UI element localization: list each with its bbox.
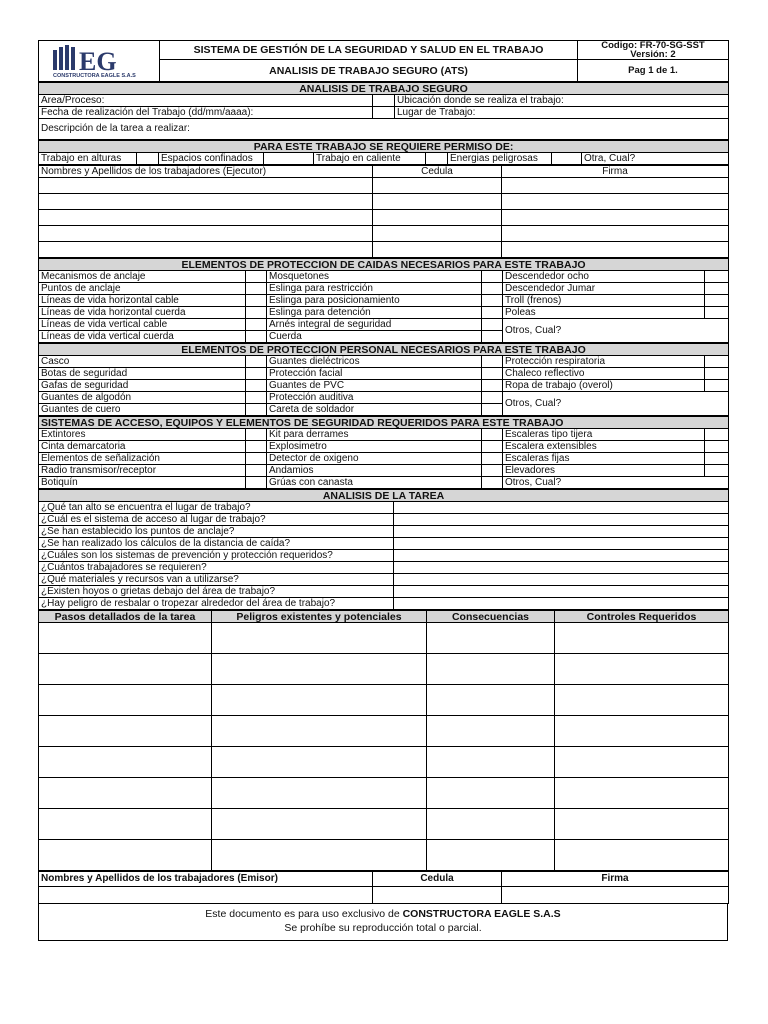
description-field[interactable]: Descripción de la tarea a realizar: bbox=[39, 119, 729, 140]
worker-id-cell[interactable] bbox=[373, 242, 502, 258]
fall-item: Cuerda bbox=[267, 331, 482, 343]
access-title: SISTEMAS DE ACCESO, EQUIPOS Y ELEMENTOS DE SEGURIDAD REQUERIDOS PARA ESTE TRABAJO bbox=[39, 417, 729, 429]
fall-check[interactable] bbox=[482, 331, 503, 343]
ppe-check[interactable] bbox=[705, 356, 729, 368]
consequence-cell[interactable] bbox=[427, 840, 555, 871]
access-table bbox=[38, 416, 729, 489]
permit-heights-check[interactable] bbox=[137, 153, 159, 165]
spacer bbox=[373, 95, 395, 107]
fall-item: Descendedor Jumar bbox=[503, 283, 705, 295]
fall-item: Líneas de vida vertical cuerda bbox=[39, 331, 246, 343]
fall-item: Líneas de vida vertical cable bbox=[39, 319, 246, 331]
access-check[interactable] bbox=[705, 465, 729, 477]
emisor-id-header: Cedula bbox=[373, 872, 502, 887]
ppe-item: Protección auditiva bbox=[267, 392, 482, 404]
step-cell[interactable] bbox=[39, 654, 212, 685]
fall-check[interactable] bbox=[482, 295, 503, 307]
access-item: Kit para derrames bbox=[267, 429, 482, 441]
answer-field[interactable] bbox=[394, 514, 729, 526]
fall-check[interactable] bbox=[246, 331, 267, 343]
ppe-check[interactable] bbox=[246, 368, 267, 380]
access-item: Detector de oxigeno bbox=[267, 453, 482, 465]
ppe-item: Gafas de seguridad bbox=[39, 380, 246, 392]
fall-protection-table bbox=[38, 258, 729, 343]
access-check[interactable] bbox=[705, 441, 729, 453]
fall-item: Poleas bbox=[503, 307, 705, 319]
access-check[interactable] bbox=[705, 453, 729, 465]
company-logo bbox=[39, 41, 157, 81]
worker-id-cell[interactable] bbox=[373, 178, 502, 194]
emisor-sign-cell[interactable] bbox=[502, 887, 729, 904]
fall-item: Líneas de vida horizontal cable bbox=[39, 295, 246, 307]
access-check[interactable] bbox=[482, 477, 503, 489]
emisor-name-cell[interactable] bbox=[39, 887, 373, 904]
fall-check[interactable] bbox=[246, 319, 267, 331]
consequence-cell[interactable] bbox=[427, 654, 555, 685]
hazard-cell[interactable] bbox=[212, 809, 427, 840]
question: ¿Se han establecido los puntos de anclaje? bbox=[39, 526, 394, 538]
logo-caption: CONSTRUCTORA EAGLE S.A.S bbox=[53, 73, 136, 79]
spacer bbox=[373, 107, 395, 119]
doc-title: ANALISIS DE TRABAJO SEGURO (ATS) bbox=[160, 60, 578, 82]
steps-header: Pasos detallados de la tarea bbox=[39, 611, 212, 623]
date-field[interactable]: Fecha de realización del Trabajo (dd/mm/aaaa): bbox=[39, 107, 373, 119]
consequence-cell[interactable] bbox=[427, 623, 555, 654]
emisor-table bbox=[38, 871, 729, 904]
consequences-header: Consecuencias bbox=[427, 611, 555, 623]
hazard-cell[interactable] bbox=[212, 654, 427, 685]
fall-item: Eslinga para restricción bbox=[267, 283, 482, 295]
fall-check[interactable] bbox=[705, 283, 729, 295]
ppe-check[interactable] bbox=[246, 380, 267, 392]
worker-sign-cell[interactable] bbox=[502, 210, 729, 226]
answer-field[interactable] bbox=[394, 538, 729, 550]
ppe-check[interactable] bbox=[482, 356, 503, 368]
access-item: Escalera extensibles bbox=[503, 441, 705, 453]
worker-name-cell[interactable] bbox=[39, 194, 373, 210]
access-check[interactable] bbox=[246, 453, 267, 465]
ppe-item: Guantes de algodón bbox=[39, 392, 246, 404]
permits-title: PARA ESTE TRABAJO SE REQUIERE PERMISO DE: bbox=[39, 141, 729, 153]
question: ¿Cuál es el sistema de acceso al lugar de trabajo? bbox=[39, 514, 394, 526]
permits-table bbox=[38, 140, 729, 165]
question: ¿Hay peligro de resbalar o tropezar alrededor del área de trabajo? bbox=[39, 598, 394, 610]
fall-title: ELEMENTOS DE PROTECCION DE CAIDAS NECESARIOS PARA ESTE TRABAJO bbox=[39, 259, 729, 271]
permit-other[interactable]: Otra, Cual? bbox=[582, 153, 729, 165]
fall-check[interactable] bbox=[246, 271, 267, 283]
fall-check[interactable] bbox=[246, 283, 267, 295]
worker-id-cell[interactable] bbox=[373, 194, 502, 210]
question: ¿Cuáles son los sistemas de prevención y protección requeridos? bbox=[39, 550, 394, 562]
permit-energy: Energias peligrosas bbox=[448, 153, 552, 165]
fall-check[interactable] bbox=[246, 295, 267, 307]
fall-check[interactable] bbox=[482, 307, 503, 319]
permit-confined-check[interactable] bbox=[264, 153, 314, 165]
question: ¿Qué materiales y recursos van a utilizarse? bbox=[39, 574, 394, 586]
access-item: Botiquín bbox=[39, 477, 246, 489]
fall-item: Mecanismos de anclaje bbox=[39, 271, 246, 283]
ppe-check[interactable] bbox=[246, 392, 267, 404]
footer-line-1 bbox=[39, 907, 727, 921]
consequence-cell[interactable] bbox=[427, 716, 555, 747]
fall-check[interactable] bbox=[482, 271, 503, 283]
access-check[interactable] bbox=[246, 429, 267, 441]
ppe-check[interactable] bbox=[482, 368, 503, 380]
emisor-sign-header: Firma bbox=[502, 872, 729, 887]
permit-hot: Trabajo en caliente bbox=[314, 153, 426, 165]
access-check[interactable] bbox=[246, 477, 267, 489]
access-item: Explosimetro bbox=[267, 441, 482, 453]
worker-sign-cell[interactable] bbox=[502, 242, 729, 258]
access-other[interactable]: Otros, Cual? bbox=[503, 477, 729, 489]
worker-sign-cell[interactable] bbox=[502, 178, 729, 194]
consequence-cell[interactable] bbox=[427, 747, 555, 778]
info-table bbox=[38, 82, 729, 140]
logo-letters: EG bbox=[79, 47, 117, 76]
analysis-table bbox=[38, 489, 729, 610]
control-cell[interactable] bbox=[555, 840, 729, 871]
ppe-other[interactable]: Otros, Cual? bbox=[503, 392, 729, 416]
workers-table bbox=[38, 165, 729, 258]
step-cell[interactable] bbox=[39, 778, 212, 809]
analysis-title: ANALISIS DE LA TAREA bbox=[39, 490, 729, 502]
question: ¿Se han realizado los cálculos de la distancia de caída? bbox=[39, 538, 394, 550]
step-cell[interactable] bbox=[39, 747, 212, 778]
fall-item: Eslinga para posicionamiento bbox=[267, 295, 482, 307]
fall-check[interactable] bbox=[705, 271, 729, 283]
access-item: Radio transmisor/receptor bbox=[39, 465, 246, 477]
access-check[interactable] bbox=[705, 429, 729, 441]
access-check[interactable] bbox=[482, 429, 503, 441]
answer-field[interactable] bbox=[394, 502, 729, 514]
workers-sign-header: Firma bbox=[502, 166, 729, 178]
consequence-cell[interactable] bbox=[427, 778, 555, 809]
fall-item: Eslinga para detención bbox=[267, 307, 482, 319]
access-item: Cinta demarcatoria bbox=[39, 441, 246, 453]
question: ¿Cuántos trabajadores se requieren? bbox=[39, 562, 394, 574]
access-item: Grúas con canasta bbox=[267, 477, 482, 489]
ppe-item: Guantes dieléctricos bbox=[267, 356, 482, 368]
fall-check[interactable] bbox=[482, 319, 503, 331]
ppe-check[interactable] bbox=[705, 368, 729, 380]
doc-code: Codigo: FR-70-SG-SST bbox=[601, 40, 705, 52]
hazard-cell[interactable] bbox=[212, 716, 427, 747]
ppe-table bbox=[38, 343, 729, 416]
form-title: ANALISIS DE TRABAJO SEGURO bbox=[39, 83, 729, 95]
access-item: Andamios bbox=[267, 465, 482, 477]
ppe-check[interactable] bbox=[482, 392, 503, 404]
hazard-cell[interactable] bbox=[212, 840, 427, 871]
answer-field[interactable] bbox=[394, 562, 729, 574]
control-cell[interactable] bbox=[555, 623, 729, 654]
ppe-item: Protección facial bbox=[267, 368, 482, 380]
access-check[interactable] bbox=[482, 441, 503, 453]
control-cell[interactable] bbox=[555, 716, 729, 747]
access-check[interactable] bbox=[246, 441, 267, 453]
question: ¿Existen hoyos o grietas debajo del área de trabajo? bbox=[39, 586, 394, 598]
footer-line-2: Se prohíbe su reproducción total o parcial. bbox=[284, 922, 482, 934]
footer-company: CONSTRUCTORA EAGLE S.A.S bbox=[402, 908, 561, 920]
ppe-item: Chaleco reflectivo bbox=[503, 368, 705, 380]
consequence-cell[interactable] bbox=[427, 685, 555, 716]
doc-version: Versión: 2 bbox=[630, 49, 676, 60]
permit-heights: Trabajo en alturas bbox=[39, 153, 137, 165]
permit-energy-check[interactable] bbox=[552, 153, 582, 165]
step-cell[interactable] bbox=[39, 809, 212, 840]
hazard-cell[interactable] bbox=[212, 623, 427, 654]
step-cell[interactable] bbox=[39, 840, 212, 871]
area-field[interactable]: Area/Proceso: bbox=[39, 95, 373, 107]
worker-name-cell[interactable] bbox=[39, 242, 373, 258]
answer-field[interactable] bbox=[394, 598, 729, 610]
permit-confined: Espacios confinados bbox=[159, 153, 264, 165]
control-cell[interactable] bbox=[555, 747, 729, 778]
location-field[interactable]: Ubicación donde se realiza el trabajo: bbox=[395, 95, 729, 107]
fall-item: Mosquetones bbox=[267, 271, 482, 283]
steps-table bbox=[38, 610, 729, 871]
access-item: Escaleras tipo tijera bbox=[503, 429, 705, 441]
worker-sign-cell[interactable] bbox=[502, 194, 729, 210]
fall-item: Descendedor ocho bbox=[503, 271, 705, 283]
answer-field[interactable] bbox=[394, 526, 729, 538]
fall-check[interactable] bbox=[705, 307, 729, 319]
system-title: SISTEMA DE GESTIÓN DE LA SEGURIDAD Y SALUD EN EL TRABAJO bbox=[160, 41, 578, 60]
workers-name-header: Nombres y Apellidos de los trabajadores (Ejecutor) bbox=[39, 166, 373, 178]
page-number: Pag 1 de 1. bbox=[578, 60, 729, 82]
worker-id-cell[interactable] bbox=[373, 210, 502, 226]
ppe-item: Protección respiratoria bbox=[503, 356, 705, 368]
ppe-check[interactable] bbox=[246, 356, 267, 368]
hazards-header: Peligros existentes y potenciales bbox=[212, 611, 427, 623]
worker-name-cell[interactable] bbox=[39, 226, 373, 242]
logo-cell bbox=[39, 41, 160, 82]
fall-check[interactable] bbox=[705, 295, 729, 307]
control-cell[interactable] bbox=[555, 778, 729, 809]
answer-field[interactable] bbox=[394, 574, 729, 586]
ppe-check[interactable] bbox=[482, 404, 503, 416]
ppe-item: Casco bbox=[39, 356, 246, 368]
fall-item: Puntos de anclaje bbox=[39, 283, 246, 295]
emisor-id-cell[interactable] bbox=[373, 887, 502, 904]
control-cell[interactable] bbox=[555, 654, 729, 685]
access-check[interactable] bbox=[482, 453, 503, 465]
ppe-item: Careta de soldador bbox=[267, 404, 482, 416]
hazard-cell[interactable] bbox=[212, 778, 427, 809]
access-item: Elementos de señalización bbox=[39, 453, 246, 465]
ats-form bbox=[38, 40, 728, 941]
hazard-cell[interactable] bbox=[212, 685, 427, 716]
access-check[interactable] bbox=[246, 465, 267, 477]
workers-id-header: Cedula bbox=[373, 166, 502, 178]
access-item: Extintores bbox=[39, 429, 246, 441]
controls-header: Controles Requeridos bbox=[555, 611, 729, 623]
question: ¿Qué tan alto se encuentra el lugar de trabajo? bbox=[39, 502, 394, 514]
footer-notice bbox=[38, 904, 728, 941]
ppe-item: Guantes de PVC bbox=[267, 380, 482, 392]
access-check[interactable] bbox=[482, 465, 503, 477]
ppe-item: Ropa de trabajo (overol) bbox=[503, 380, 705, 392]
ppe-check[interactable] bbox=[482, 380, 503, 392]
worker-id-cell[interactable] bbox=[373, 226, 502, 242]
fall-item: Troll (frenos) bbox=[503, 295, 705, 307]
hazard-cell[interactable] bbox=[212, 747, 427, 778]
answer-field[interactable] bbox=[394, 586, 729, 598]
doc-code-version bbox=[578, 41, 729, 60]
fall-other[interactable]: Otros, Cual? bbox=[503, 319, 729, 343]
fall-check[interactable] bbox=[482, 283, 503, 295]
ppe-item: Guantes de cuero bbox=[39, 404, 246, 416]
step-cell[interactable] bbox=[39, 716, 212, 747]
ppe-check[interactable] bbox=[705, 380, 729, 392]
worker-name-cell[interactable] bbox=[39, 178, 373, 194]
worker-name-cell[interactable] bbox=[39, 210, 373, 226]
place-field[interactable]: Lugar de Trabajo: bbox=[395, 107, 729, 119]
step-cell[interactable] bbox=[39, 685, 212, 716]
consequence-cell[interactable] bbox=[427, 809, 555, 840]
fall-check[interactable] bbox=[246, 307, 267, 319]
footer-prefix: Este documento es para uso exclusivo de bbox=[205, 908, 403, 920]
fall-item: Arnés integral de seguridad bbox=[267, 319, 482, 331]
answer-field[interactable] bbox=[394, 550, 729, 562]
header-table bbox=[38, 40, 729, 82]
access-item: Elevadores bbox=[503, 465, 705, 477]
ppe-check[interactable] bbox=[246, 404, 267, 416]
ppe-title: ELEMENTOS DE PROTECCION PERSONAL NECESARIOS PARA ESTE TRABAJO bbox=[39, 344, 729, 356]
ppe-item: Botas de seguridad bbox=[39, 368, 246, 380]
control-cell[interactable] bbox=[555, 809, 729, 840]
permit-hot-check[interactable] bbox=[426, 153, 448, 165]
access-item: Escaleras fijas bbox=[503, 453, 705, 465]
worker-sign-cell[interactable] bbox=[502, 226, 729, 242]
step-cell[interactable] bbox=[39, 623, 212, 654]
control-cell[interactable] bbox=[555, 685, 729, 716]
fall-item: Líneas de vida horizontal cuerda bbox=[39, 307, 246, 319]
emisor-name-header: Nombres y Apellidos de los trabajadores (Emisor) bbox=[39, 872, 373, 887]
